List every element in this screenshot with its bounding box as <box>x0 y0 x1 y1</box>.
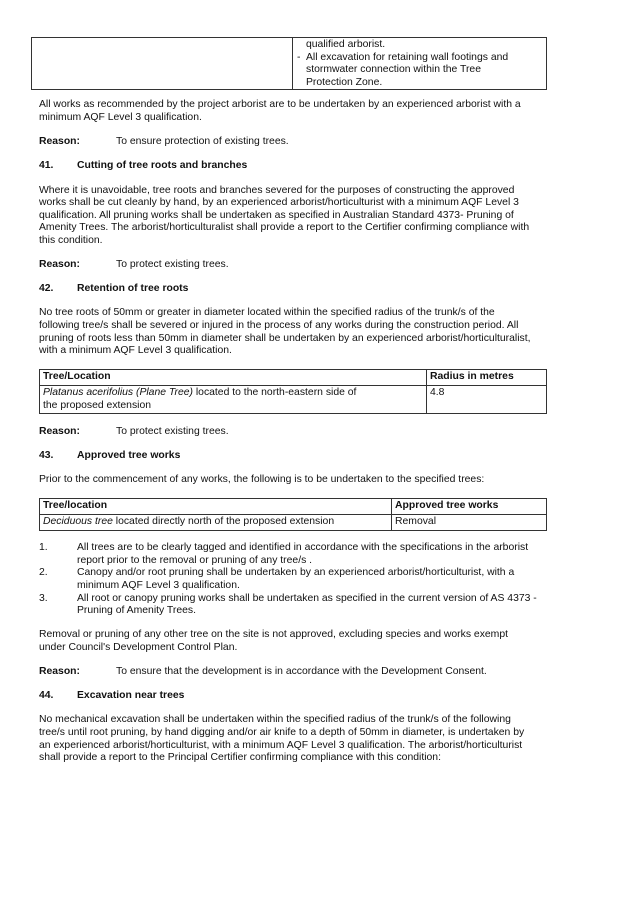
list-item: 1. All trees are to be clearly tagged and identified in accordance with the specifications in the arborist report prior to the removal or pruning of any tree/s . <box>39 542 529 566</box>
section-heading-43: 43. Approved tree works <box>39 450 181 461</box>
reason-line: Reason: To protect existing trees. <box>39 259 229 271</box>
section-42-paragraph: No tree roots of 50mm or greater in diameter located within the specified radius of the trunk/s of the following tree/s shall be severed or injured in the process of any works during the construction period. All pruning of roots less than 50mm in diameter shall be undertaken by an experienced arborist/horticulturalist, with a minimum AQF Level 3 qualification. <box>39 307 531 357</box>
table-row <box>40 386 547 414</box>
section-43-intro: Prior to the commencement of any works, the following is to be undertaken to the specified trees: <box>39 474 485 486</box>
section-heading-42: 42. Retention of tree roots <box>39 283 189 295</box>
list-item: Protection Zone. <box>306 76 383 88</box>
list-item: 3. All root or canopy pruning works shall be undertaken as specified in the current version of AS 4373 - Pruning of Amenity Trees. <box>39 592 537 617</box>
table-header-row <box>40 499 547 515</box>
reason-line: Reason: To protect existing trees. <box>39 425 229 437</box>
intro-paragraph: All works as recommended by the project arborist are to be undertaken by an experienced arborist with a minimum AQF Level 3 qualification. <box>39 99 521 123</box>
table-cell-radius: 4.8 <box>427 386 547 414</box>
continued-table <box>31 37 547 90</box>
table-cell-tree-location: Platanus acerifolius (Plane Tree) located to the north-eastern side of the proposed extension <box>40 386 427 414</box>
section-44-paragraph: No mechanical excavation shall be undertaken within the specified radius of the trunk/s of the following tree/s until root pruning, by hand digging and/or air knife to a depth of 50mm in diameter, is undertaken by an experienced arborist/horticulturist, with a minimum AQF Level 3 qualification. The arborist/horticulturist shall provide a report to the Principal Certifier confirming compliance with this condition: <box>39 714 525 764</box>
table-cell-tree-location: Deciduous tree located directly north of the proposed extension <box>40 514 392 530</box>
column-header-radius: Radius in metres <box>427 370 547 386</box>
reason-line: Reason: To ensure that the development is in accordance with the Development Consent. <box>39 666 487 678</box>
approved-tree-works-table <box>39 498 547 530</box>
list-item: stormwater connection within the Tree <box>306 64 481 76</box>
document-page <box>39 37 599 765</box>
column-header-tree-location: Tree/Location <box>40 370 427 386</box>
table-row <box>40 514 547 530</box>
list-item: 2. Canopy and/or root pruning shall be undertaken by an experienced arborist/horticulturist, with a minimum AQF Level 3 qualification. <box>39 567 515 591</box>
section-41-paragraph: Where it is unavoidable, tree roots and branches severed for the purposes of constructing the approved works shall be cut cleanly by hand, by an experienced arborist/horticulturist with a minimum AQF Level 3 qualification. All pruning works shall be undertaken as specified in Australian Standard 4373- Pruning of Amenity Trees. The arborist/horticulturalist shall provide a report to the Certifier confirming compliance with this condition. <box>39 184 530 246</box>
tree-radius-table <box>39 369 547 414</box>
table-cell-empty <box>32 38 293 90</box>
list-item: qualified arborist. <box>306 39 386 50</box>
table-cell-works: Removal <box>392 514 547 530</box>
column-header-approved-works: Approved tree works <box>392 499 547 515</box>
table-cell-works <box>293 38 547 90</box>
numbered-list <box>39 542 599 618</box>
table-row <box>32 38 547 90</box>
column-header-tree-location: Tree/location <box>40 499 392 515</box>
section-heading-41: 41. Cutting of tree roots and branches <box>39 160 248 172</box>
section-heading-44: 44. Excavation near trees <box>39 690 185 702</box>
reason-line: Reason: To ensure protection of existing trees. <box>39 136 289 148</box>
table-header-row <box>40 370 547 386</box>
list-item: - All excavation for retaining wall footings and <box>297 51 509 63</box>
section-43-after: Removal or pruning of any other tree on the site is not approved, excluding species and works exempt under Council's Development Control Plan. <box>39 629 508 653</box>
